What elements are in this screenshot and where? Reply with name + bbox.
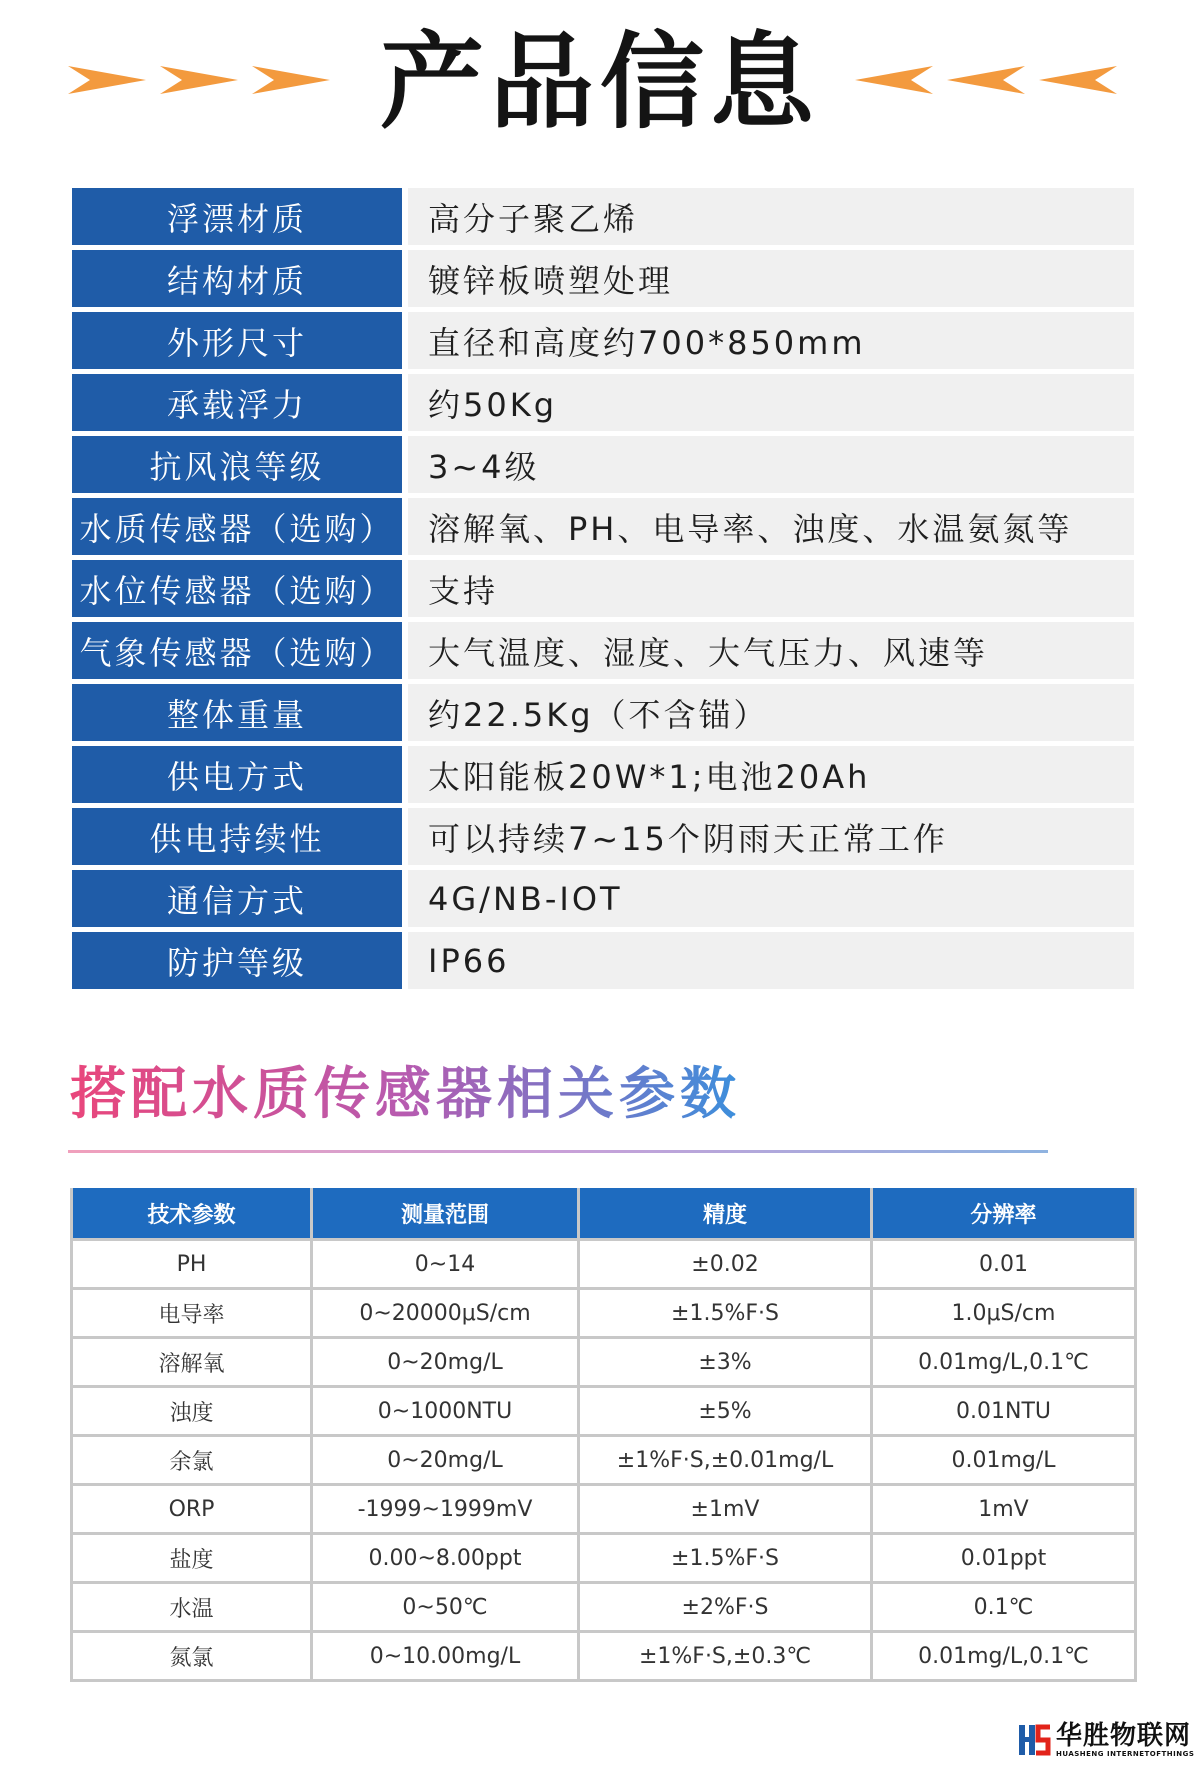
table-cell: ±0.02: [579, 1240, 872, 1289]
info-key: 供电持续性: [72, 808, 402, 865]
table-cell: 氮氯: [72, 1632, 312, 1681]
table-row: [72, 1534, 1136, 1583]
table-cell: -1999~1999mV: [312, 1485, 579, 1534]
table-row: [72, 1289, 1136, 1338]
info-key: 整体重量: [72, 684, 402, 741]
info-value: 高分子聚乙烯: [408, 188, 1134, 245]
arrow-left-icon: [855, 66, 933, 94]
table-cell: 1mV: [872, 1485, 1136, 1534]
table-row: [72, 1387, 1136, 1436]
info-key: 浮漂材质: [72, 188, 402, 245]
table-cell: ±1%F·S,±0.3℃: [579, 1632, 872, 1681]
table-cell: 0~20mg/L: [312, 1338, 579, 1387]
table-row: [72, 1485, 1136, 1534]
info-value: IP66: [408, 932, 1134, 989]
table-cell: ±1%F·S,±0.01mg/L: [579, 1436, 872, 1485]
table-cell: 0.01mg/L: [872, 1436, 1136, 1485]
table-cell: ORP: [72, 1485, 312, 1534]
info-value: 4G/NB-IOT: [408, 870, 1134, 927]
right-arrows-decoration: [855, 60, 1125, 100]
info-value: 太阳能板20W*1;电池20Ah: [408, 746, 1134, 803]
table-row: [72, 1436, 1136, 1485]
page-header: [0, 0, 1200, 150]
info-row: [72, 250, 1134, 307]
table-cell: 0~20000μS/cm: [312, 1289, 579, 1338]
table-cell: 0.01ppt: [872, 1534, 1136, 1583]
table-cell: PH: [72, 1240, 312, 1289]
info-row: [72, 746, 1134, 803]
table-cell: 余氯: [72, 1436, 312, 1485]
info-value: 镀锌板喷塑处理: [408, 250, 1134, 307]
table-cell: 水温: [72, 1583, 312, 1632]
info-value: 大气温度、湿度、大气压力、风速等: [408, 622, 1134, 679]
info-key: 气象传感器（选购）: [72, 622, 402, 679]
table-cell: ±1.5%F·S: [579, 1289, 872, 1338]
info-row: [72, 374, 1134, 431]
product-info-table: [72, 188, 1134, 994]
info-value: 直径和高度约700*850mm: [408, 312, 1134, 369]
table-cell: 0~1000NTU: [312, 1387, 579, 1436]
column-header: 分辨率: [872, 1188, 1136, 1240]
info-key: 通信方式: [72, 870, 402, 927]
table-cell: 盐度: [72, 1534, 312, 1583]
info-key: 供电方式: [72, 746, 402, 803]
table-cell: 0~20mg/L: [312, 1436, 579, 1485]
table-cell: 溶解氧: [72, 1338, 312, 1387]
table-cell: 1.0μS/cm: [872, 1289, 1136, 1338]
table-cell: ±5%: [579, 1387, 872, 1436]
table-cell: 0.1℃: [872, 1583, 1136, 1632]
info-row: [72, 684, 1134, 741]
info-row: [72, 870, 1134, 927]
table-cell: ±1.5%F·S: [579, 1534, 872, 1583]
table-cell: 0.00~8.00ppt: [312, 1534, 579, 1583]
info-key: 水位传感器（选购）: [72, 560, 402, 617]
info-value: 溶解氧、PH、电导率、浊度、水温氨氮等: [408, 498, 1134, 555]
column-header: 技术参数: [72, 1188, 312, 1240]
table-cell: 0.01mg/L,0.1℃: [872, 1632, 1136, 1681]
sensor-params-table: [70, 1188, 1137, 1682]
info-row: [72, 436, 1134, 493]
table-row: [72, 1240, 1136, 1289]
arrow-left-icon: [947, 66, 1025, 94]
table-header-row: [72, 1188, 1136, 1240]
table-row: [72, 1583, 1136, 1632]
info-row: [72, 312, 1134, 369]
table-cell: 浊度: [72, 1387, 312, 1436]
table-cell: 0.01NTU: [872, 1387, 1136, 1436]
logo-name-cn: 华胜物联网: [1056, 1721, 1192, 1751]
brand-logo: [1018, 1720, 1194, 1760]
arrow-left-icon: [1039, 66, 1117, 94]
logo-mark-icon: [1018, 1723, 1052, 1757]
info-value: 约50Kg: [408, 374, 1134, 431]
info-row: [72, 932, 1134, 989]
info-key: 结构材质: [72, 250, 402, 307]
table-cell: 0.01: [872, 1240, 1136, 1289]
section-divider: [68, 1150, 1048, 1153]
table-cell: ±1mV: [579, 1485, 872, 1534]
table-cell: 电导率: [72, 1289, 312, 1338]
table-cell: 0~14: [312, 1240, 579, 1289]
info-row: [72, 808, 1134, 865]
table-cell: 0~10.00mg/L: [312, 1632, 579, 1681]
info-key: 水质传感器（选购）: [72, 498, 402, 555]
info-value: 支持: [408, 560, 1134, 617]
table-cell: ±2%F·S: [579, 1583, 872, 1632]
column-header: 测量范围: [312, 1188, 579, 1240]
table-row: [72, 1338, 1136, 1387]
table-cell: 0.01mg/L,0.1℃: [872, 1338, 1136, 1387]
info-key: 防护等级: [72, 932, 402, 989]
info-key: 外形尺寸: [72, 312, 402, 369]
info-row: [72, 560, 1134, 617]
info-value: 3~4级: [408, 436, 1134, 493]
column-header: 精度: [579, 1188, 872, 1240]
info-value: 可以持续7~15个阴雨天正常工作: [408, 808, 1134, 865]
logo-name-en: HUASHENG INTERNETOFTHINGS: [1056, 1750, 1195, 1758]
table-cell: ±3%: [579, 1338, 872, 1387]
info-value: 约22.5Kg（不含锚）: [408, 684, 1134, 741]
info-row: [72, 622, 1134, 679]
page-title: 产品信息: [379, 21, 820, 143]
info-row: [72, 498, 1134, 555]
section-title: 搭配水质传感器相关参数: [70, 1055, 741, 1135]
table-row: [72, 1632, 1136, 1681]
info-key: 承载浮力: [72, 374, 402, 431]
info-row: [72, 188, 1134, 245]
info-key: 抗风浪等级: [72, 436, 402, 493]
table-cell: 0~50℃: [312, 1583, 579, 1632]
